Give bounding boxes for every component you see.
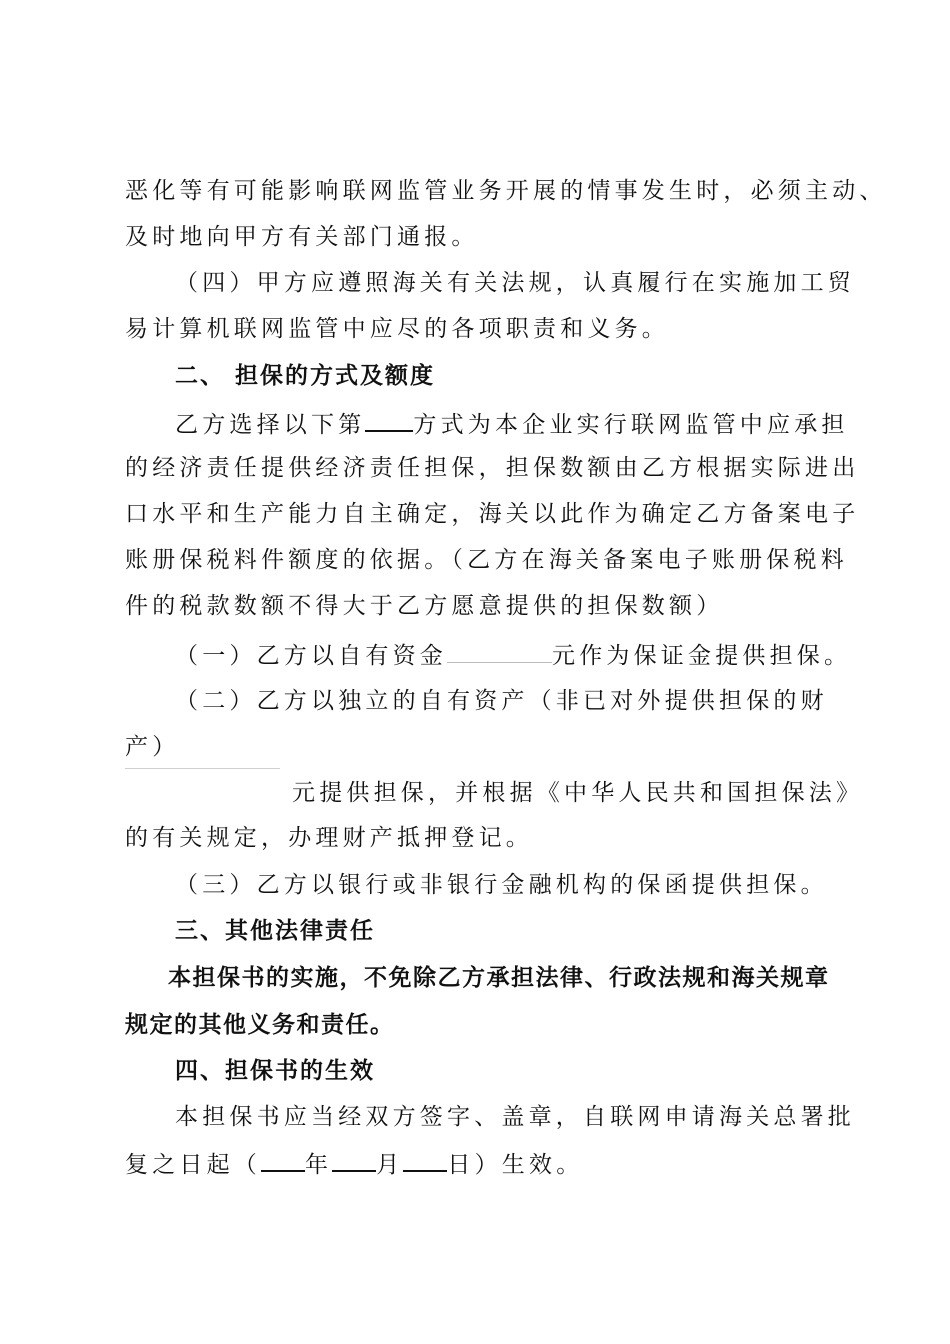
- para-5-line-2: 产）: [125, 734, 180, 760]
- para-5-line-1: （二）乙方以独立的自有资产（非已对外提供担保的财: [175, 688, 828, 714]
- para-3-text-a: 乙方选择以下第: [175, 412, 366, 438]
- para-2-line-2: 易计算机联网监管中应尽的各项职责和义务。: [125, 316, 669, 342]
- para-4-text-b: 元作为保证金提供担保。: [552, 643, 852, 669]
- year-label: 年: [305, 1152, 333, 1178]
- para-6: （三）乙方以银行或非银行金融机构的保函提供担保。: [175, 872, 828, 898]
- para-1-line-1: 恶化等有可能影响联网监管业务开展的情事发生时，必须主动、: [125, 178, 887, 204]
- para-8-line-2: [125, 1148, 583, 1180]
- para-4-text-a: （一）乙方以自有资金: [175, 643, 447, 669]
- para-3-text-b: 方式为本企业实行联网监管中应承担: [413, 412, 849, 438]
- para-3-line-5: 件的税款数额不得大于乙方愿意提供的担保数额）: [125, 593, 724, 619]
- choice-blank: [365, 408, 413, 432]
- heading-section-4: 四、担保书的生效: [175, 1058, 375, 1084]
- para-7-line-1: 本担保书的实施，不免除乙方承担法律、行政法规和海关规章: [168, 965, 830, 991]
- day-label: 日: [447, 1152, 475, 1178]
- asset-amount-blank: [125, 768, 280, 769]
- month-label: 月: [376, 1152, 404, 1178]
- para-8-line-1: 本担保书应当经双方签字、盖章，自联网申请海关总署批: [175, 1104, 855, 1130]
- deposit-amount-blank: [447, 640, 552, 663]
- para-5-line-4: 的有关规定，办理财产抵押登记。: [125, 825, 533, 851]
- para-1-line-2: 及时地向甲方有关部门通报。: [125, 224, 479, 250]
- para-3-line-4: 账册保税料件额度的依据。（乙方在海关备案电子账册保税料: [125, 547, 848, 573]
- para-2-line-1: （四）甲方应遵照海关有关法规，认真履行在实施加工贸: [175, 270, 855, 296]
- heading-section-2: 二、 担保的方式及额度: [175, 363, 436, 389]
- para-3-line-1: [175, 408, 849, 440]
- para-7-line-2: 规定的其他义务和责任。: [125, 1012, 395, 1038]
- para-8-text-a: 复之日起（: [125, 1152, 261, 1178]
- para-5-line-3: 元提供担保，并根据《中华人民共和国担保法》: [292, 780, 864, 806]
- para-4: [175, 640, 851, 671]
- heading-section-3: 三、其他法律责任: [175, 918, 375, 944]
- para-3-line-3: 口水平和生产能力自主确定，海关以此作为确定乙方备案电子: [125, 501, 860, 527]
- para-3-line-2: 的经济责任提供经济责任担保，担保数额由乙方根据实际进出: [125, 455, 860, 481]
- para-8-text-b: ）生效。: [474, 1152, 584, 1178]
- year-blank: [261, 1148, 305, 1172]
- day-blank: [403, 1148, 447, 1172]
- month-blank: [332, 1148, 376, 1172]
